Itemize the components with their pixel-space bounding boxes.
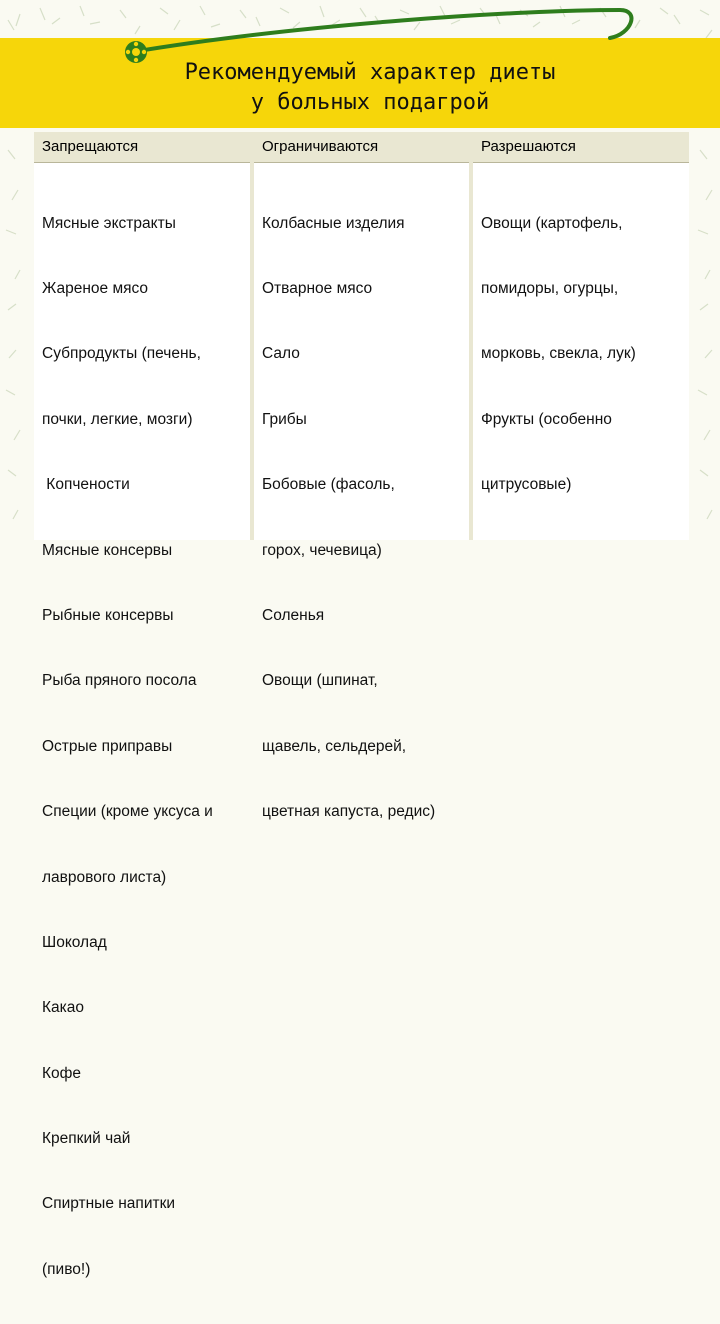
list-item: Мясные консервы bbox=[42, 541, 173, 559]
list-item: цветная капуста, редис) bbox=[262, 803, 436, 821]
flower-icon bbox=[125, 41, 147, 63]
list-item: Овощи (шпинат, bbox=[262, 672, 378, 690]
list-item: (пиво!) bbox=[42, 1260, 91, 1278]
list-item: горох, чечевица) bbox=[262, 541, 382, 559]
column-allowed bbox=[473, 132, 689, 540]
list-item: Рыба пряного посола bbox=[42, 672, 197, 690]
list-item: Фрукты (особенно bbox=[481, 410, 612, 428]
list-item: лаврового листа) bbox=[42, 868, 167, 886]
column-header-forbidden: Запрещаются bbox=[34, 132, 250, 163]
list-item: Какао bbox=[42, 999, 85, 1017]
list-item: цитрусовые) bbox=[481, 476, 572, 494]
list-allowed bbox=[473, 163, 689, 540]
list-item: Соленья bbox=[262, 606, 325, 624]
list-item: Субпродукты (печень, bbox=[42, 345, 201, 363]
column-header-limited: Ограничиваются bbox=[254, 132, 469, 163]
slide-title-line-2: у больных подагрой bbox=[250, 90, 490, 115]
list-item: Овощи (картофель, bbox=[481, 214, 623, 232]
list-item: почки, легкие, мозги) bbox=[42, 410, 193, 428]
column-forbidden bbox=[34, 132, 250, 1278]
list-item: морковь, свекла, лук) bbox=[481, 345, 636, 363]
list-item: Кофе bbox=[42, 1064, 82, 1082]
column-limited bbox=[254, 132, 469, 821]
list-item: Копчености bbox=[42, 476, 130, 494]
list-item: Грибы bbox=[262, 410, 307, 428]
list-item: Спиртные напитки bbox=[42, 1195, 176, 1213]
list-item: Колбасные изделия bbox=[262, 214, 405, 232]
diet-table bbox=[34, 132, 689, 1278]
list-item: Сало bbox=[262, 345, 300, 363]
slide-title-line-1: Рекомендуемый характер диеты bbox=[184, 60, 556, 85]
list-item: Жареное мясо bbox=[42, 279, 149, 297]
list-item: Бобовые (фасоль, bbox=[262, 476, 395, 494]
list-item: Крепкий чай bbox=[42, 1130, 131, 1148]
list-item: Специи (кроме уксуса и bbox=[42, 803, 213, 821]
list-item: Мясные экстракты bbox=[42, 214, 176, 232]
list-item: Шоколад bbox=[42, 933, 107, 951]
list-item: Острые приправы bbox=[42, 737, 173, 755]
list-item: Рыбные консервы bbox=[42, 606, 174, 624]
list-forbidden bbox=[34, 163, 250, 1324]
list-limited bbox=[254, 163, 469, 867]
list-item: Отварное мясо bbox=[262, 279, 373, 297]
slide-title bbox=[150, 58, 590, 118]
list-item: помидоры, огурцы, bbox=[481, 279, 619, 297]
column-header-allowed: Разрешаются bbox=[473, 132, 689, 163]
list-item: щавель, сельдерей, bbox=[262, 737, 407, 755]
